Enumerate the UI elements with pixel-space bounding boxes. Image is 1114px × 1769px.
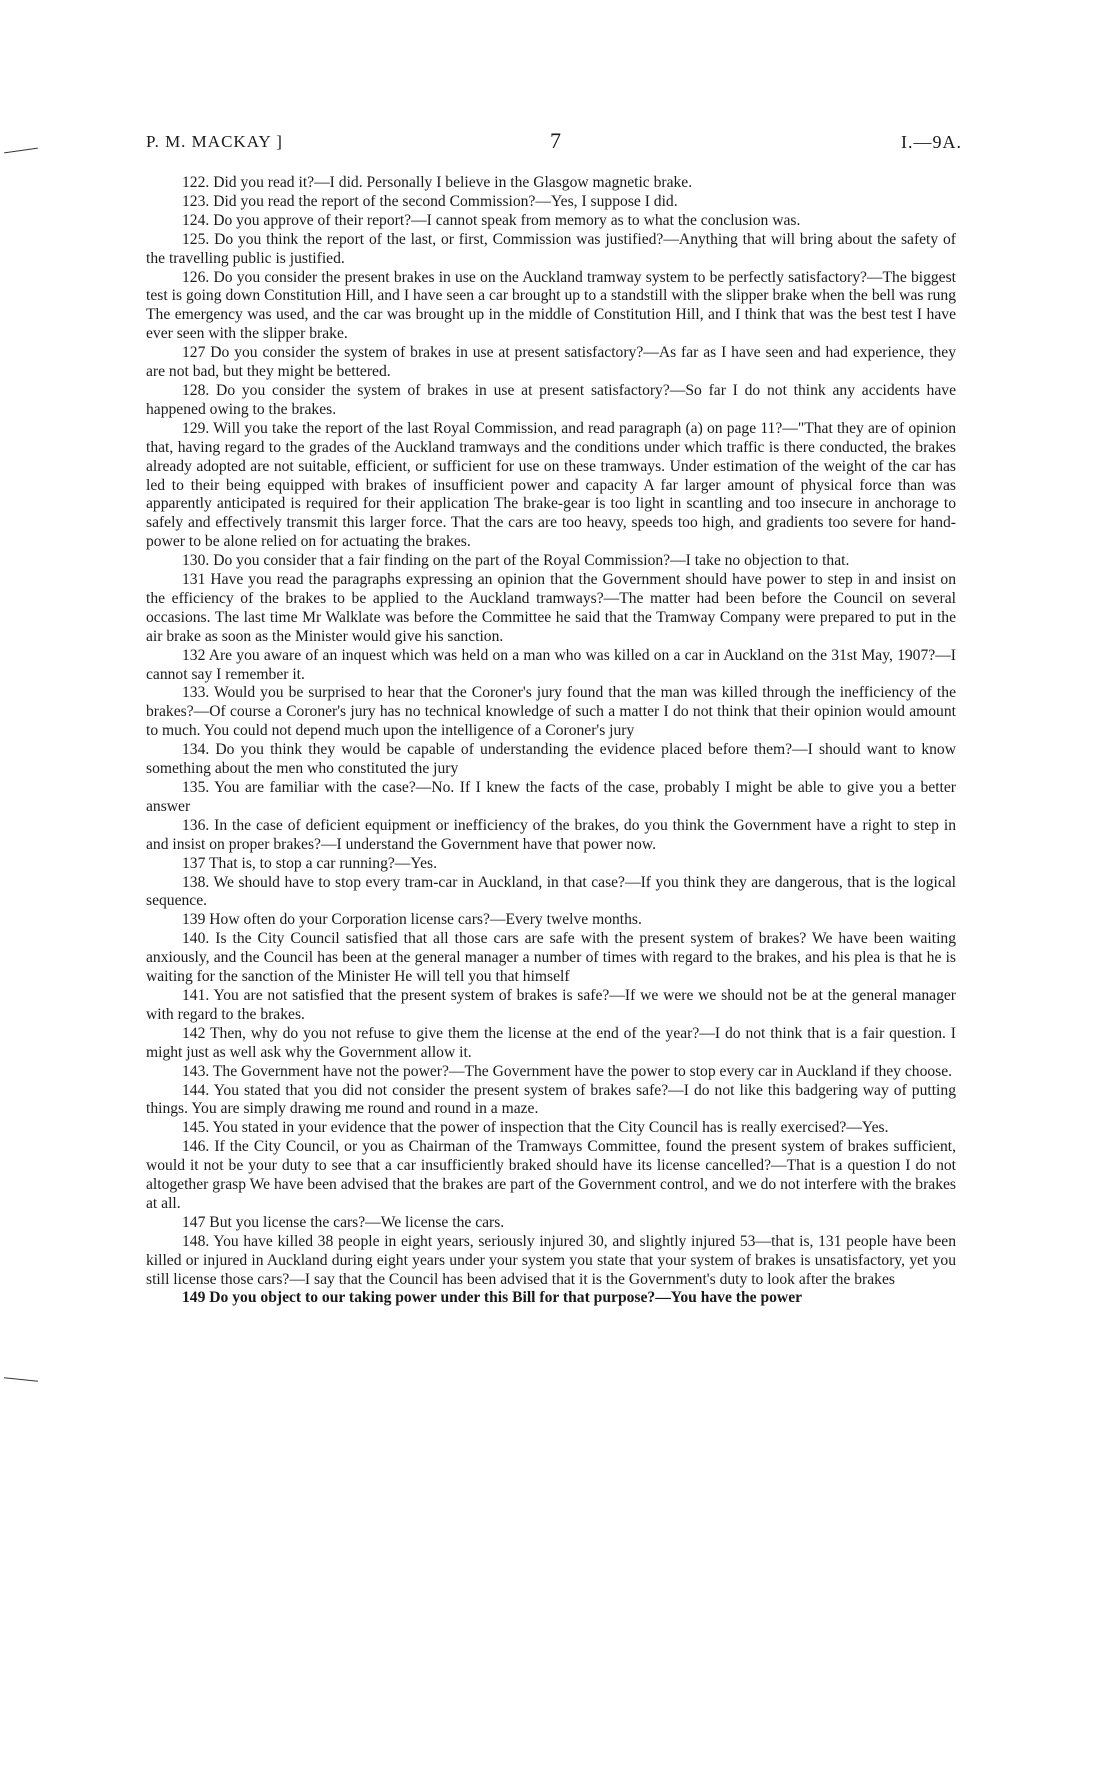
paragraph: 142 Then, why do you not refuse to give them the license at the end of the year?—I do not think that is a fair question. I might just as well ask why the Government allow it.: [146, 1024, 956, 1061]
paragraph: 145. You stated in your evidence that the power of inspection that the City Council has is really exercised?—Yes.: [182, 1119, 889, 1137]
paragraph: 123. Did you read the report of the second Commission?—Yes, I suppose I did.: [182, 192, 678, 210]
paragraph: 141. You are not satisfied that the present system of brakes is safe?—If we were we should not be at the general manager with regard to the brakes.: [146, 986, 956, 1023]
page-header: [146, 128, 962, 158]
paragraph: 133. Would you be surprised to hear that the Coroner's jury found that the man was killed through the inefficiency of the brakes?—Of course a Coroner's jury has no technical knowledge of such a matter I do not think that their opinion would amount to much. You could not depend much upon the intelligence of a Coroner's jury: [146, 684, 956, 740]
paragraph: 126. Do you consider the present brakes in use on the Auckland tramway system to be perfectly satisfactory?—The biggest test is going down Constitution Hill, and I have seen a car brought up to a standstill with the slipper brake when the bell was rung The emergency was used, and the car was brought up in the middle of Constitution Hill, and I think that was the best test I have ever seen with the slipper brake.: [146, 268, 956, 343]
paragraph: 147 But you license the cars?—We license the cars.: [182, 1213, 505, 1231]
paragraph: 130. Do you consider that a fair finding on the part of the Royal Commission?—I take no objection to that.: [182, 552, 850, 570]
paragraph: 139 How often do your Corporation license cars?—Every twelve months.: [182, 911, 642, 929]
paragraph: 148. You have killed 38 people in eight years, seriously injured 30, and slightly injured 53—that is, 131 people have been killed or injured in Auckland during eight years under your system you state that your system of brakes is unsatisfactory, yet you still license those cars?—I say that the Council has been advised that it is the Government's duty to look after the brakes: [146, 1232, 956, 1288]
paragraph: 146. If the City Council, or you as Chairman of the Tramways Committee, found the present system of brakes sufficient, would it not be your duty to see that a car insufficiently braked should have its license cancelled?—That is a question I do not altogether grasp We have been advised that the brakes are part of the Government control, and we do not interfere with the brakes at all.: [146, 1138, 956, 1212]
paragraph: 129. Will you take the report of the last Royal Commission, and read paragraph (a) on page 11?—"That they are of opinion that, having regard to the grades of the Auckland tramways and the conditions under which traffic is there conducted, the brakes already adopted are not suitable, efficient, or sufficient for use on these tramways. Under estimation of the weight of the car has led to their being equipped with brakes of insufficient power and capacity A far larger amount of physical force than was apparently anticipated is required for their application The brake-gear is too light in scantling and too insecure in anchorage to safely and effectively transmit this larger force. That the cars are too heavy, speeds too high, and gradients too severe for hand-power to be alone relied on for actuating the brakes.: [146, 419, 956, 551]
paragraph: 137 That is, to stop a car running?—Yes.: [182, 854, 437, 872]
paragraph: 134. Do you think they would be capable of understanding the evidence placed before them?—I should want to know something about the men who constituted the jury: [146, 741, 956, 778]
paragraph: 127 Do you consider the system of brakes in use at present satisfactory?—As far as I have seen and had experience, they are not bad, but they might be bettered.: [146, 344, 956, 381]
paragraph: 140. Is the City Council satisfied that all those cars are safe with the present system of brakes? We have been waiting anxiously, and the Council has been at the general manager a number of times with regard to the brakes, and his plea is that he is waiting for the sanction of the Minister He will tell you that himself: [146, 930, 956, 986]
document-reference: I.—9A.: [901, 132, 962, 152]
header-witness-name: P. M. MACKAY ]: [146, 132, 283, 151]
paragraph: 144. You stated that you did not consider the present system of brakes safe?—I do not like this badgering way of putting things. You are simply drawing me round and round in a maze.: [146, 1081, 956, 1118]
paragraph: 149 Do you object to our taking power under this Bill for that purpose?—You have the power: [182, 1289, 803, 1307]
page-number: 7: [550, 128, 562, 153]
paragraph: 132 Are you aware of an inquest which was held on a man who was killed on a car in Auckland on the 31st May, 1907?—I cannot say I remember it.: [146, 646, 956, 683]
paragraph: 143. The Government have not the power?—The Government have the power to stop every car in Auckland if they choose.: [182, 1062, 953, 1080]
paragraph: 128. Do you consider the system of brakes in use at present satisfactory?—So far I do not think any accidents have happened owing to the brakes.: [146, 381, 956, 418]
paragraph: 122. Did you read it?—I did. Personally I believe in the Glasgow magnetic brake.: [182, 174, 693, 191]
paragraph: 124. Do you approve of their report?—I cannot speak from memory as to what the conclusion was.: [182, 211, 801, 229]
margin-mark: [4, 1377, 38, 1382]
paragraph: 135. You are familiar with the case?—No. If I knew the facts of the case, probably I might be able to give you a better answer: [146, 779, 956, 815]
paragraph: 125. Do you think the report of the last, or first, Commission was justified?—Anything that will bring about the safety of the travelling public is justified.: [146, 230, 956, 267]
paragraph: 136. In the case of deficient equipment or inefficiency of the brakes, do you think the Government have a right to step in and insist on proper brakes?—I understand the Government have that power now.: [146, 816, 956, 853]
margin-mark: [4, 148, 38, 154]
paragraph: 131 Have you read the paragraphs expressing an opinion that the Government should have power to step in and insist on the efficiency of the brakes to be applied to the Auckland tramways?—The matter had been before the Council on several occasions. The last time Mr Walklate was before the Committee he said that the Tramway Company were prepared to put in the air brake as soon as the Minister would give his sanction.: [146, 571, 956, 645]
paragraph: 138. We should have to stop every tram-car in Auckland, in that case?—If you think they are dangerous, that is the logical sequence.: [146, 873, 956, 910]
evidence-body: [146, 174, 956, 1308]
